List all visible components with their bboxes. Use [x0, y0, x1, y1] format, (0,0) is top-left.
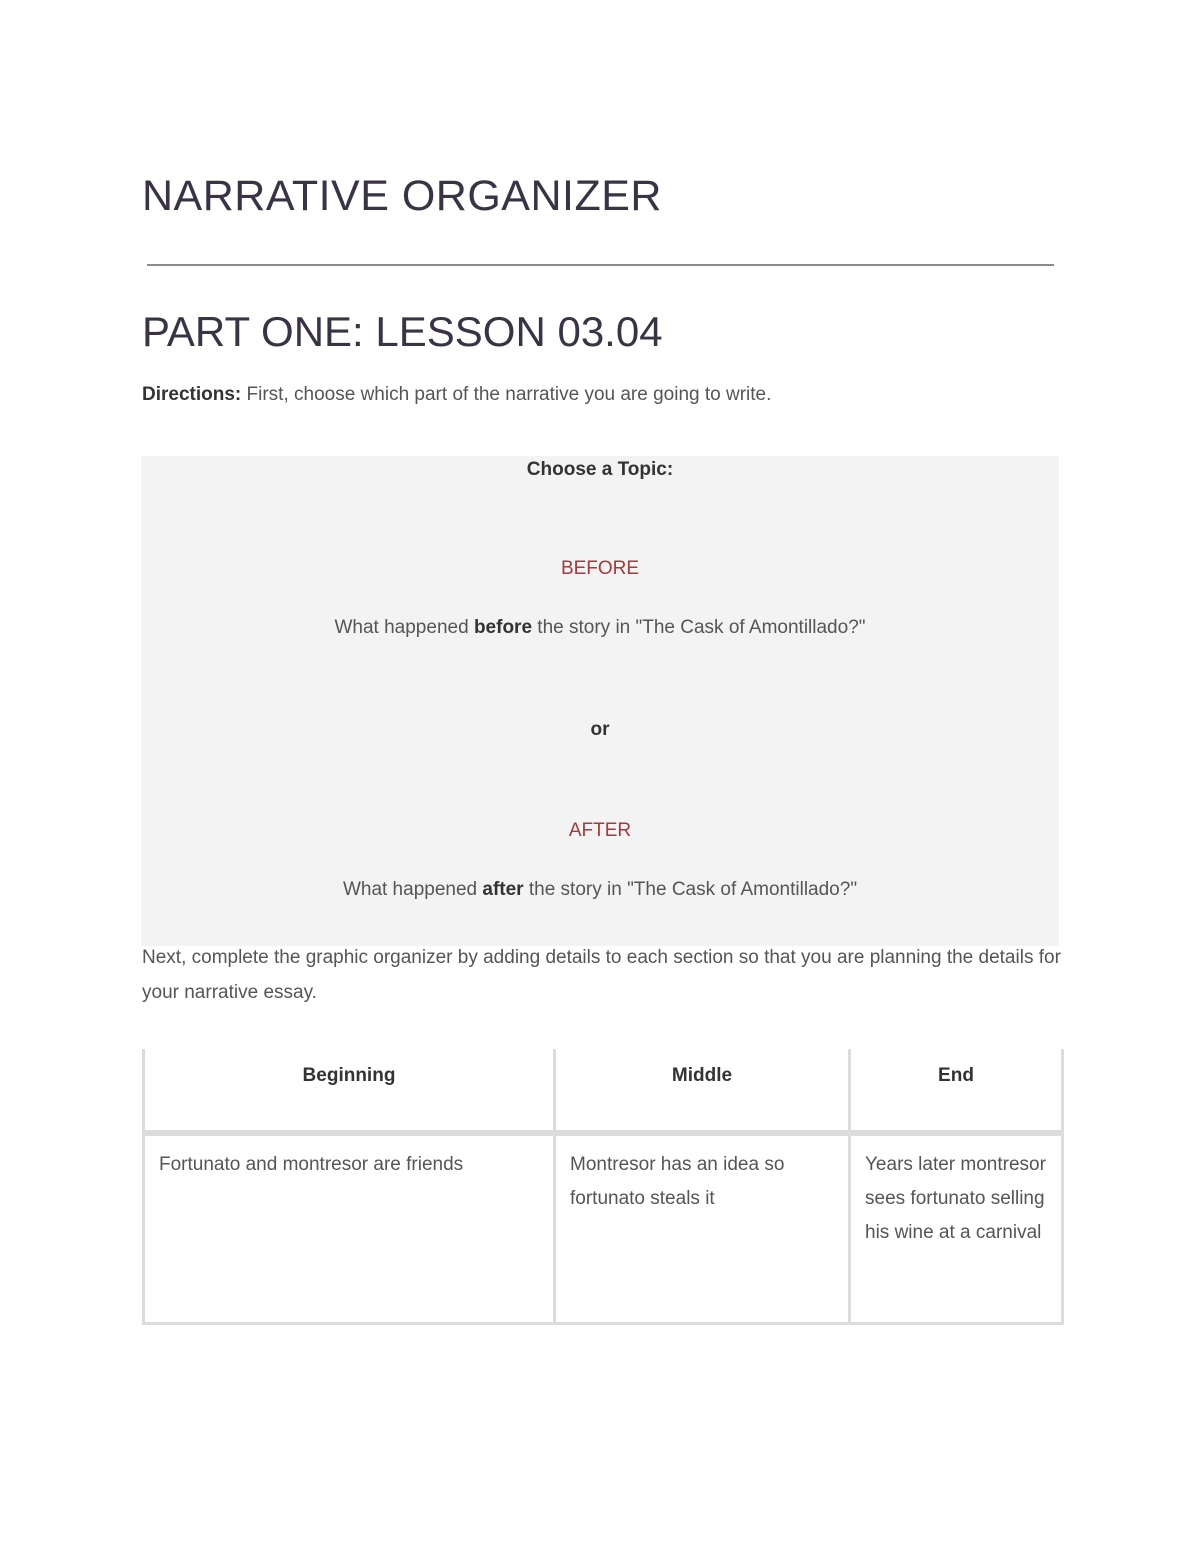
header-beginning: Beginning — [144, 1049, 555, 1133]
cell-beginning[interactable]: Fortunato and montresor are friends — [144, 1133, 555, 1323]
before-label: BEFORE — [560, 558, 640, 579]
graphic-organizer-table — [142, 1049, 1064, 1325]
directions-label: Directions: — [142, 384, 242, 405]
before-prefix: What happened — [334, 617, 474, 638]
part-title: PART ONE: LESSON 03.04 — [142, 308, 663, 355]
before-emphasis: before — [473, 617, 533, 638]
after-question — [141, 877, 1059, 903]
title-divider — [147, 264, 1054, 266]
header-middle: Middle — [555, 1049, 850, 1133]
after-prefix: What happened — [342, 879, 483, 900]
next-instructions: Next, complete the graphic organizer by adding details to each section so that you are planning the details for your narrative essay. — [142, 947, 1061, 1003]
directions-body: First, choose which part of the narrative you are going to write. — [241, 384, 772, 405]
topic-box — [141, 456, 1059, 946]
cell-middle[interactable]: Montresor has an idea so fortunato steals it — [555, 1133, 850, 1323]
table-header-row — [144, 1049, 1063, 1133]
before-suffix: the story in "The Cask of Amontillado?" — [532, 617, 866, 638]
after-suffix: the story in "The Cask of Amontillado?" — [523, 879, 858, 900]
table-row — [144, 1133, 1063, 1323]
topic-heading: Choose a Topic: — [526, 459, 674, 480]
header-end: End — [850, 1049, 1063, 1133]
page-title: NARRATIVE ORGANIZER — [142, 172, 662, 220]
cell-end[interactable]: Years later montresor sees fortunato selling his wine at a carnival — [850, 1133, 1063, 1323]
after-label: AFTER — [568, 820, 632, 841]
after-emphasis: after — [482, 879, 524, 900]
directions-text — [142, 381, 771, 409]
or-separator: or — [590, 719, 610, 740]
before-question — [141, 615, 1059, 641]
